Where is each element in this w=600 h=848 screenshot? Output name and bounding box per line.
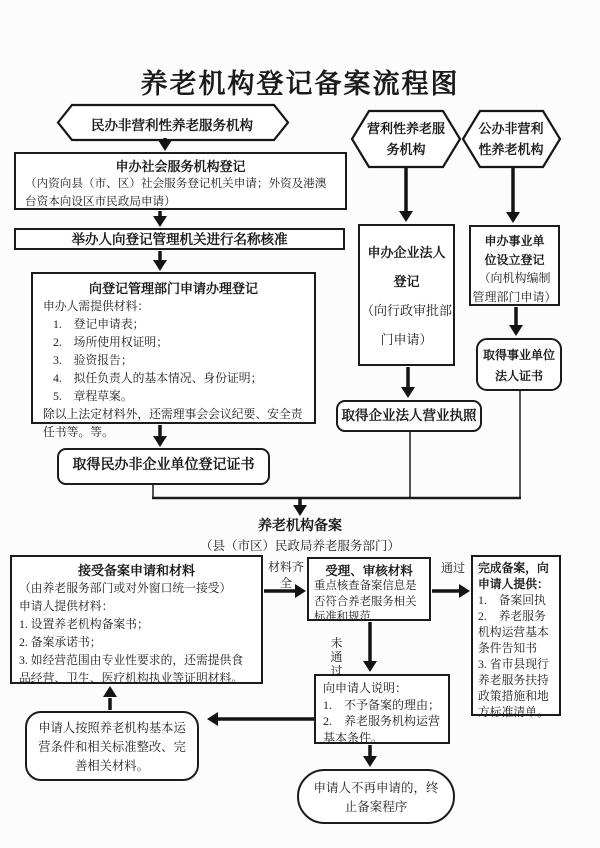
list-item: 1. 设置养老机构备案书； [19, 617, 149, 631]
node-rectify: 申请人按照养老机构基本运营条件和相关标准整改、完善相关材料。 [25, 711, 199, 781]
node-institution-registration: 申办事业单 位设立登记 （向机构编制 管理部门申请） [469, 225, 560, 306]
arrow-social-reg-to-name-check [153, 211, 167, 227]
list-item: 2. 养老服务机构运营基本条件告知书 [478, 609, 549, 655]
list-item: 3. 验资报告； [53, 353, 133, 367]
node-filing-complete [471, 555, 561, 719]
node-note: （内资向县（市、区）社会服务登记机关申请；外资及港澳台资本向设区市民政局申请） [25, 177, 327, 208]
node-terminate-filing: 申请人不再申请的，终止备案程序 [297, 769, 455, 824]
edge-label-materials-complete: 材料齐全 [268, 560, 305, 590]
node-enterprise-registration: 申办企业法人 登记 （向行政审批部 门申请） [358, 224, 455, 366]
list-item: 1. 备案回执 [478, 593, 546, 607]
hexagon-public-nonprofit-label: 公办非营利 性养老机构 [478, 121, 544, 157]
node-note: 除以上法定材料外，还需理事会会议纪要、安全责任书等。等。 [43, 407, 303, 439]
list-item: 1. 登记申请表； [53, 317, 145, 331]
node-title: 受理、审核材料 [325, 564, 413, 578]
node-explain-to-applicant [314, 674, 450, 744]
node-name-approval: 举办人向登记管理机关进行名称核准 [14, 228, 345, 250]
arrow-hex-to-institution-reg [506, 167, 520, 223]
arrow-explain-to-rectify [207, 712, 314, 726]
arrow-merge-to-filing [293, 499, 307, 516]
list-item: 1. 不予备案的理由； [323, 697, 441, 712]
list-item: 3. 省市县现行养老服务扶持政策措施和地方标准清单。 [478, 657, 549, 719]
hexagon-private-nonprofit-label: 民办非营利性养老服务机构 [91, 118, 253, 133]
node-title: 接受备案申请和材料 [77, 563, 195, 578]
node-institution-certificate: 取得事业单位 法人证书 [476, 338, 562, 391]
node-title: 向登记管理部门申请办理登记 [88, 281, 258, 296]
node-subtitle: （由养老服务部门或对外窗口统一接受） [19, 581, 232, 595]
node-body: 重点核查备案信息是否符合养老服务相关标准和规范 [314, 580, 417, 623]
hexagon-for-profit-label: 营利性养老服 务机构 [366, 121, 445, 157]
node-review-materials [307, 557, 431, 621]
filing-title: 养老机构备案 [258, 519, 342, 534]
arrow-name-check-to-apply-reg [153, 251, 167, 271]
page-title: 养老机构登记备案流程图 [140, 69, 460, 99]
arrow-enterprise-reg-to-license [401, 367, 415, 398]
node-intro: 申办人需提供材料： [43, 299, 150, 313]
node-intro: 申请人提供材料： [19, 599, 114, 613]
node-intro: 向申请人说明： [323, 681, 408, 695]
edge-label-fail: 未通过 [330, 636, 343, 678]
list-item: 3. 如经营范围由专业性要求的，还需提供食品经营、卫生、医疗机构执业等证明材料。 [19, 653, 244, 685]
arrow-review-to-explain [363, 622, 377, 672]
arrow-explain-to-terminal [363, 745, 377, 767]
node-minban-certificate: 取得民办非企业单位登记证书 [57, 448, 270, 485]
list-item: 5. 章程草案。 [53, 389, 133, 403]
list-item: 4. 拟任负责人的基本情况、身份证明； [53, 371, 263, 385]
list-item: 2. 场所使用权证明； [53, 335, 169, 349]
arrow-review-to-complete [432, 584, 470, 598]
edge-label-pass: 通过 [440, 561, 465, 575]
node-business-license: 取得企业法人营业执照 [336, 400, 482, 432]
node-accept-application [10, 555, 263, 684]
list-item: 2. 备案承诺书； [19, 635, 102, 649]
node-title: 申办社会服务机构登记 [115, 159, 246, 174]
list-item: 2. 养老服务机构运营基本条件。 [323, 714, 441, 745]
node-intro: 完成备案，向申请人提供： [478, 561, 549, 591]
arrow-institution-reg-to-cert [509, 307, 523, 336]
filing-subtitle: （县（市区）民政局养老服务部门） [199, 539, 400, 553]
node-apply-registration [31, 272, 316, 439]
arrow-hex-to-enterprise-reg [399, 167, 413, 222]
node-social-service-registration [14, 152, 347, 210]
arrow-rectify-to-accept [103, 686, 117, 710]
